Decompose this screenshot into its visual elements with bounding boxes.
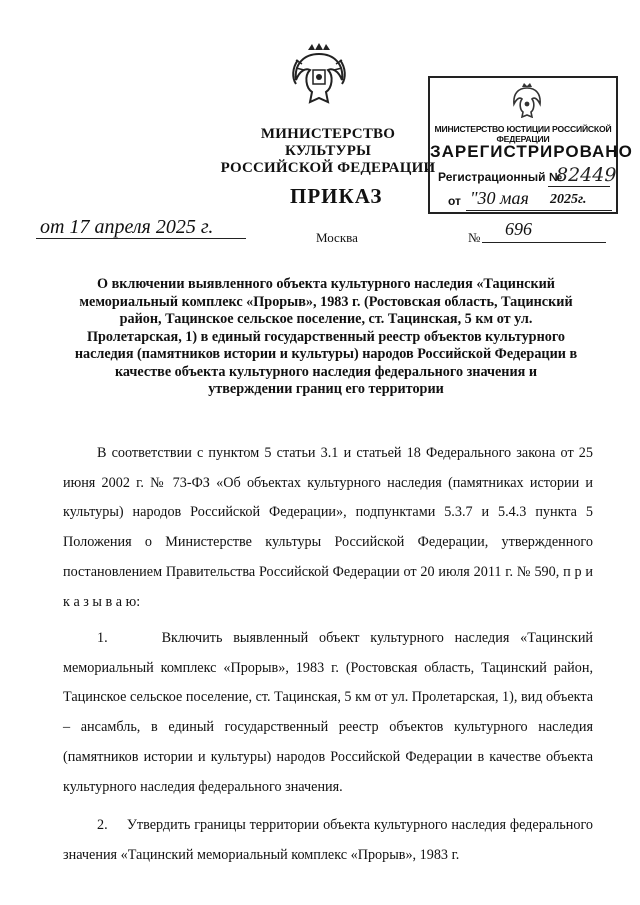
- date-underline: [36, 238, 246, 239]
- stamp-year: 2025г.: [550, 192, 587, 207]
- stamp-reg-number: 82449: [556, 164, 617, 186]
- stamp-ministry: МИНИСТЕРСТВО ЮСТИЦИИ РОССИЙСКОЙ ФЕДЕРАЦИИ: [434, 124, 612, 144]
- stamp-reg-label: Регистрационный №: [438, 170, 563, 184]
- item-1-paragraph: [63, 624, 593, 802]
- document-type: ПРИКАЗ: [290, 184, 383, 208]
- order-number: 696: [505, 219, 532, 239]
- stamp-date: "30 мая: [470, 188, 529, 208]
- ministry-line-2: РОССИЙСКОЙ ФЕДЕРАЦИИ: [220, 160, 436, 176]
- number-underline: [482, 242, 606, 243]
- stamp-status: ЗАРЕГИСТРИРОВАНО: [430, 142, 633, 161]
- item-1-text: Включить выявленный объект культурного наследия «Тацинский мемориальный комплекс «Прорыв», 1983 г. (Ростовская область, Тацинский район, Тацинское сельское поселение, ст. Тацинская, 5 км от ул. Пролетарская, 1), вид объекта – ансамбль, в единый государственный реестр объектов культурного наследия (памятников истории и культуры) народов Российской Федерации в качестве объекта культурного наследия федерального значения.: [63, 630, 594, 795]
- stamp-date-underline: [466, 210, 612, 211]
- stamp-number-underline: [548, 186, 610, 187]
- city: Москва: [316, 230, 358, 245]
- order-date: от 17 апреля 2025 г.: [40, 216, 214, 238]
- item-2-paragraph: [63, 811, 593, 870]
- stamp-emblem-icon: [510, 82, 544, 118]
- coat-of-arms-emblem: [290, 40, 348, 106]
- intro-text: В соответствии с пунктом 5 статьи 3.1 и статьей 18 Федерального закона от 25 июня 2002 г. № 73-ФЗ «Об объектах культурного наследия (памятниках истории и культуры) народов Российской Федерации», подпунктами 5.3.7 и 5.4.3 пункта 5 Положения о Министерстве культуры Российской Федерации, утвержденного постановлением Правительства Российской Федерации от 20 июля 2011 г. № 590, п р и к а з ы в а ю:: [63, 445, 593, 610]
- ministry-line-1: МИНИСТЕРСТВО КУЛЬТУРЫ: [260, 126, 396, 159]
- item-2-text: Утвердить границы территории объекта культурного наследия федерального значения «Тацинский мемориальный комплекс «Прорыв», 1983 г.: [63, 817, 594, 863]
- ministry-name: [218, 126, 438, 177]
- item-2-number: 2.: [97, 817, 108, 833]
- order-heading: О включении выявленного объекта культурного наследия «Тацинский мемориальный комплекс «Прорыв», 1983 г. (Ростовская область, Тацинский район, Тацинское сельское поселение, ст. Тацинская, 5 км от ул. Пролетарская, 1) в единый государственный реестр объектов культурного наследия (памятников истории и культуры) народов Российской Федерации в качестве объекта культурного наследия федерального значения и утверждении границ его территории: [74, 276, 578, 397]
- item-1-number: 1.: [97, 630, 108, 646]
- intro-paragraph: [63, 439, 593, 617]
- number-label: №: [468, 230, 481, 245]
- registration-stamp: [428, 76, 633, 214]
- stamp-date-prefix: от: [448, 194, 461, 208]
